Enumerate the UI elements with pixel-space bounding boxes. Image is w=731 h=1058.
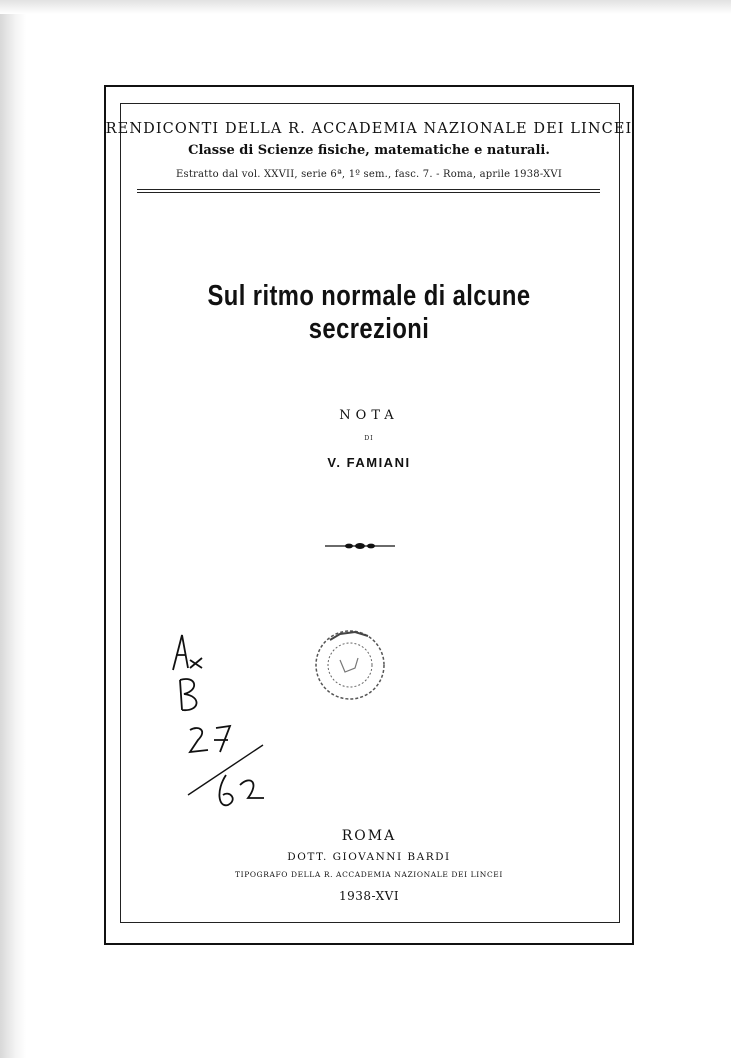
scan-edge-shadow — [0, 0, 26, 1058]
inner-border-right — [619, 103, 620, 923]
imprint-year: 1938-XVI — [338, 889, 400, 903]
paper-title: Sul ritmo normale di alcune secrezioni — [207, 280, 531, 345]
imprint-printer: DOTT. GIOVANNI BARDI — [287, 851, 451, 863]
note-di: DI — [364, 435, 374, 442]
imprint-typographer: TIPOGRAFO DELLA R. ACCADEMIA NAZIONALE DEI LINCEI — [235, 870, 503, 879]
journal-class: Classe di Scienze fisiche, matematiche e naturali. — [188, 143, 550, 158]
inner-border-left — [120, 103, 121, 923]
library-stamp — [300, 620, 395, 710]
scan-top-shadow — [0, 0, 731, 14]
header-rule-bottom — [137, 192, 600, 193]
inner-border-top — [120, 103, 620, 104]
header-rule-top — [137, 189, 600, 190]
inner-border-bottom — [120, 922, 620, 923]
ornament-divider — [325, 539, 395, 553]
note-label: NOTA — [339, 408, 399, 423]
extract-info: Estratto dal vol. XXVII, serie 6ª, 1º sem., fasc. 7. - Roma, aprile 1938-XVI — [175, 169, 562, 180]
handwritten-shelfmark — [168, 630, 308, 830]
imprint-city: ROMA — [341, 828, 397, 844]
author-name: V. FAMIANI — [327, 455, 411, 470]
journal-series: RENDICONTI DELLA R. ACCADEMIA NAZIONALE DEI LINCEI — [105, 121, 633, 137]
